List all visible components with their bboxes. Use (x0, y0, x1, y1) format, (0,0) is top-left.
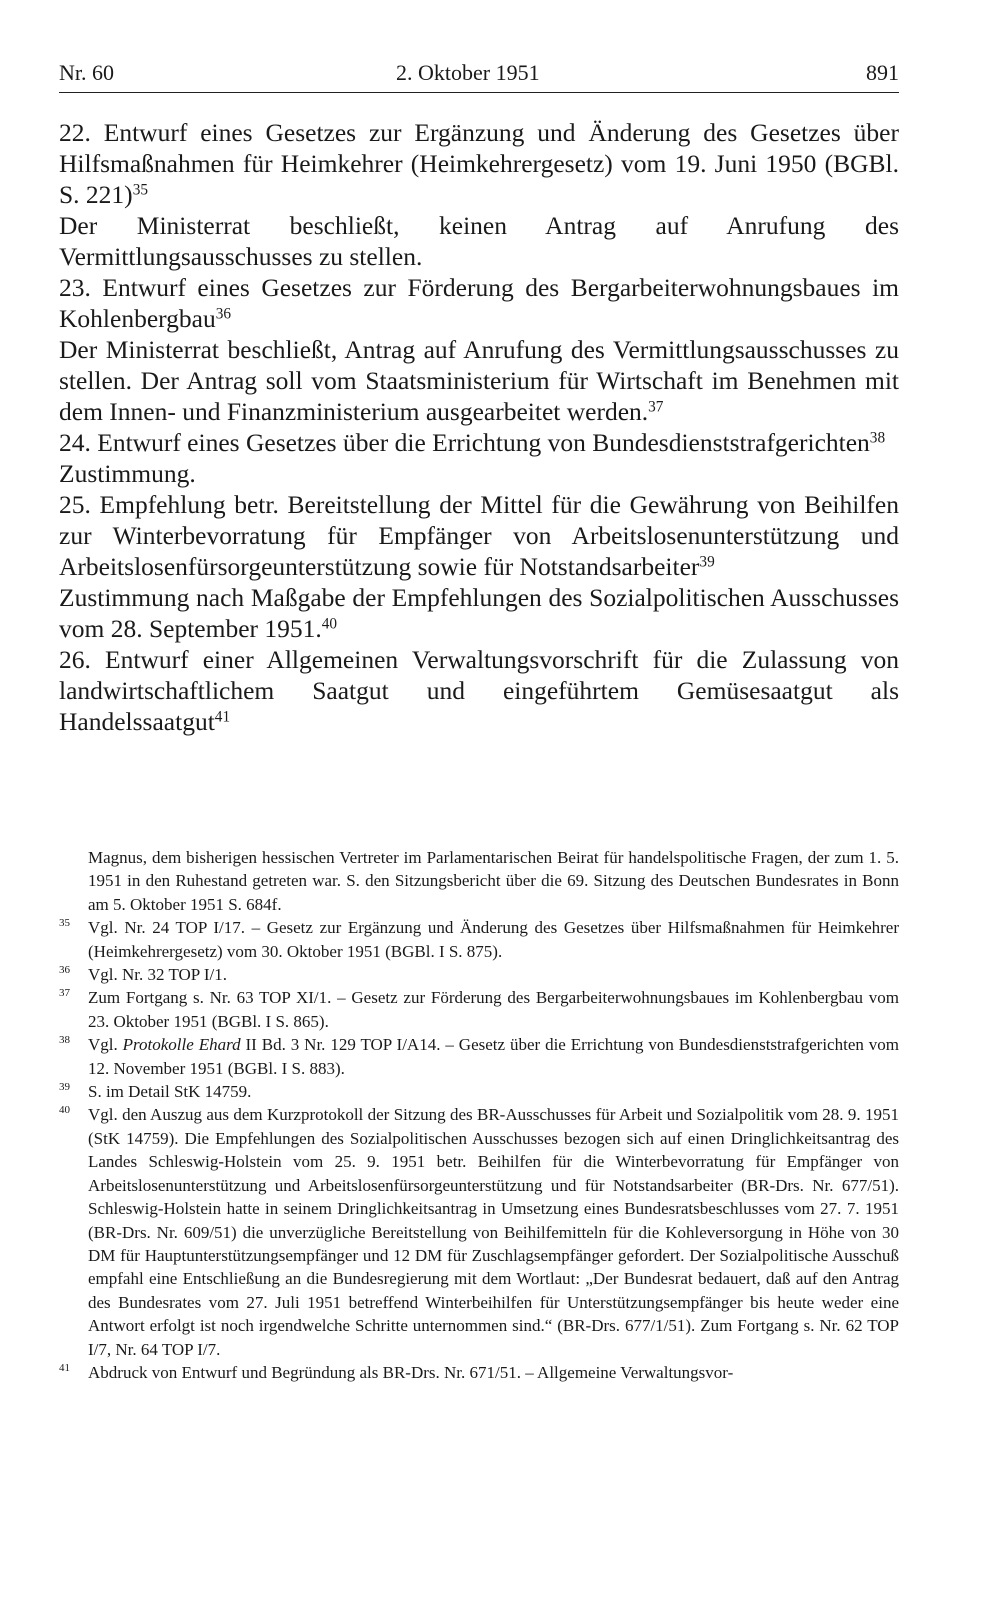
agenda-item-title: 22. Entwurf eines Gesetzes zur Ergänzung und Änderung des Gesetzes über Hilfsmaßnahmen für Heimkehrer (Heimkehrergesetz) vom 19. Juni 1950 (BGBl. S. 221)$^{35}$ (59, 118, 899, 209)
agenda-item-26 (59, 644, 899, 737)
agenda-item-title: 26. Entwurf einer Allgemeinen Verwaltungsvorschrift für die Zulassung von landwirtschaftlichem Saatgut und eingeführtem Gemüsesaatgut als Handelssaatgut$^{41}$ (59, 645, 899, 736)
footnote-text: Abdruck von Entwurf und Begründung als BR-Drs. Nr. 671/51. – Allgemeine Verwaltungsvor- (88, 1362, 734, 1382)
footnote-ref[interactable]: 35 (132, 181, 148, 199)
footnote-continuation: Magnus, dem bisherigen hessischen Vertreter im Parlamentarischen Beirat für handelspolitische Fragen, der zum 1. 5. 1951 in den Ruhestand getreten war. S. den Sitzungsbericht über die 69. Sitzung des Deutschen Bundesrates in Bonn am 5. Oktober 1951 S. 684f. (88, 848, 899, 914)
footnote-text: Vgl. Nr. 24 TOP I/17. – Gesetz zur Ergänzung und Änderung des Gesetzes über Hilfsmaßnahmen für Heimkehrer (Heimkehrergesetz) vom 30. Oktober 1951 (BGBl. I S. 875). (88, 918, 899, 961)
agenda-item-decision: Zustimmung nach Maßgabe der Empfehlungen des Sozialpolitischen Ausschusses vom 28. September 1951.40 (59, 583, 899, 643)
footnote-number: 41 (59, 1361, 70, 1374)
footnote-number: 38 (59, 1034, 70, 1047)
footnote-39 (59, 1080, 899, 1103)
footnote-text: Vgl. Protokolle Ehard II Bd. 3 Nr. 129 TOP I/A14. – Gesetz über die Errichtung von Bundesdienststrafgerichten vom 12. November 1951 (BGBl. I S. 883). (88, 1035, 900, 1078)
footnote-41 (59, 1361, 899, 1384)
footnote-number: 39 (59, 1081, 70, 1094)
footnote-number: 37 (59, 987, 70, 1000)
agenda-item-decision: Der Ministerrat beschließt, Antrag auf Anrufung des Vermittlungsausschusses zu stellen. Der Antrag soll vom Staatsministerium für Wirtschaft im Benehmen mit dem Innen- und Finanzministerium ausgearbeitet werden.$^{37}$ (59, 335, 899, 426)
agenda-item-24 (59, 427, 899, 489)
agenda-item-decision: Zustimmung. (59, 459, 196, 488)
footnote-text: Vgl. den Auszug aus dem Kurzprotokoll der Sitzung des BR-Ausschusses für Arbeit und Sozialpolitik vom 28. 9. 1951 (StK 14759). Die Empfehlungen des Sozialpolitischen Ausschusses bezogen sich auf einen Dringlichkeitsantrag des Landes Schleswig-Holstein vom 25. 9. 1951 betr. Beihilfen für die Winterbevorratung für Empfänger von Arbeitslosenunterstützung und Arbeitslosenfürsorgeunterstützung und für Notstandsarbeiter (BR-Drs. Nr. 677/51). Schleswig-Holstein hatte in seinem Dringlichkeitsantrag in Umsetzung eines Bundesratsbeschlusses vom 27. 7. 1951 (BR-Drs. Nr. 609/51) die unverzügliche Bereitstellung von Beihilfemitteln für die Kohleversorgung in Höhe von 30 DM für Hauptunterstützungsempfänger und 12 DM für Zuschlagsempfänger gefordert. Der Sozialpolitische Ausschuß empfahl eine Entschließung an die Bundesregierung mit dem Wortlaut: „Der Bundesrat bedauert, daß auf den Antrag des Bundesrates vom 27. Juli 1951 betreffend Winterbeihilfen für Unterstützungsempfänger bis heute weder eine Antwort erfolgt ist noch irgendwelche Schritte unternommen sind.“ (BR-Drs. 677/1/51). Zum Fortgang s. Nr. 62 TOP I/7, Nr. 64 TOP I/7. (88, 1105, 899, 1359)
agenda-item-title: 25. Empfehlung betr. Bereitstellung der Mittel für die Gewährung von Beihilfen zur Winterbevorratung für Empfänger von Arbeitslosenunterstützung und Arbeitslosenfürsorgeunterstützung sowie für Notstandsarbeiter$^{39}$ (59, 490, 899, 581)
footnote-ref[interactable]: 40 (321, 615, 338, 633)
agenda-item-25 (59, 489, 899, 644)
footnote-text: S. im Detail StK 14759. (88, 1082, 252, 1102)
footnote-number: 36 (59, 964, 70, 977)
footnote-ref[interactable]: 38 (869, 429, 886, 447)
footnote-ref[interactable]: 37 (648, 398, 664, 416)
footnote-ref[interactable]: 41 (214, 708, 231, 726)
page-header (59, 58, 899, 93)
footnote-40 (59, 1103, 899, 1360)
footnote-text: Zum Fortgang s. Nr. 63 TOP XI/1. – Gesetz zur Förderung des Bergarbeiterwohnungsbaues im Kohlenbergbau vom 23. Oktober 1951 (BGBl. I S. 865). (88, 988, 899, 1031)
page-number: 891 (866, 60, 899, 85)
meeting-date: 2. Oktober 1951 (396, 60, 540, 85)
agenda-item-decision: Der Ministerrat beschließt, keinen Antrag auf Anrufung des Vermittlungsausschusses zu stellen. (59, 211, 899, 271)
issue-number: Nr. 60 (59, 60, 114, 85)
agenda-item-23 (59, 272, 899, 427)
footnote-35 (59, 916, 899, 963)
footnote-number: 40 (59, 1104, 70, 1117)
footnote-ref[interactable]: 39 (699, 553, 715, 571)
footnote-38 (59, 1033, 899, 1080)
italic-source-title: Protokolle Ehard (122, 1035, 241, 1055)
agenda-item-title: 24. Entwurf eines Gesetzes über die Errichtung von Bundesdienststrafgerichten$^{38}$ (59, 428, 886, 457)
main-text (59, 117, 899, 737)
footnote-text: Vgl. Nr. 32 TOP I/1. (88, 965, 228, 985)
agenda-item-title: 23. Entwurf eines Gesetzes zur Förderung des Bergarbeiterwohnungsbaues im Kohlenbergbau$^{36}$ (59, 273, 899, 333)
agenda-item-22 (59, 117, 899, 272)
footnote-ref[interactable]: 36 (215, 305, 232, 323)
footnote-37 (59, 986, 899, 1033)
footnote-number: 35 (59, 917, 70, 930)
footnotes (59, 846, 899, 1384)
footnote-36 (59, 963, 899, 986)
